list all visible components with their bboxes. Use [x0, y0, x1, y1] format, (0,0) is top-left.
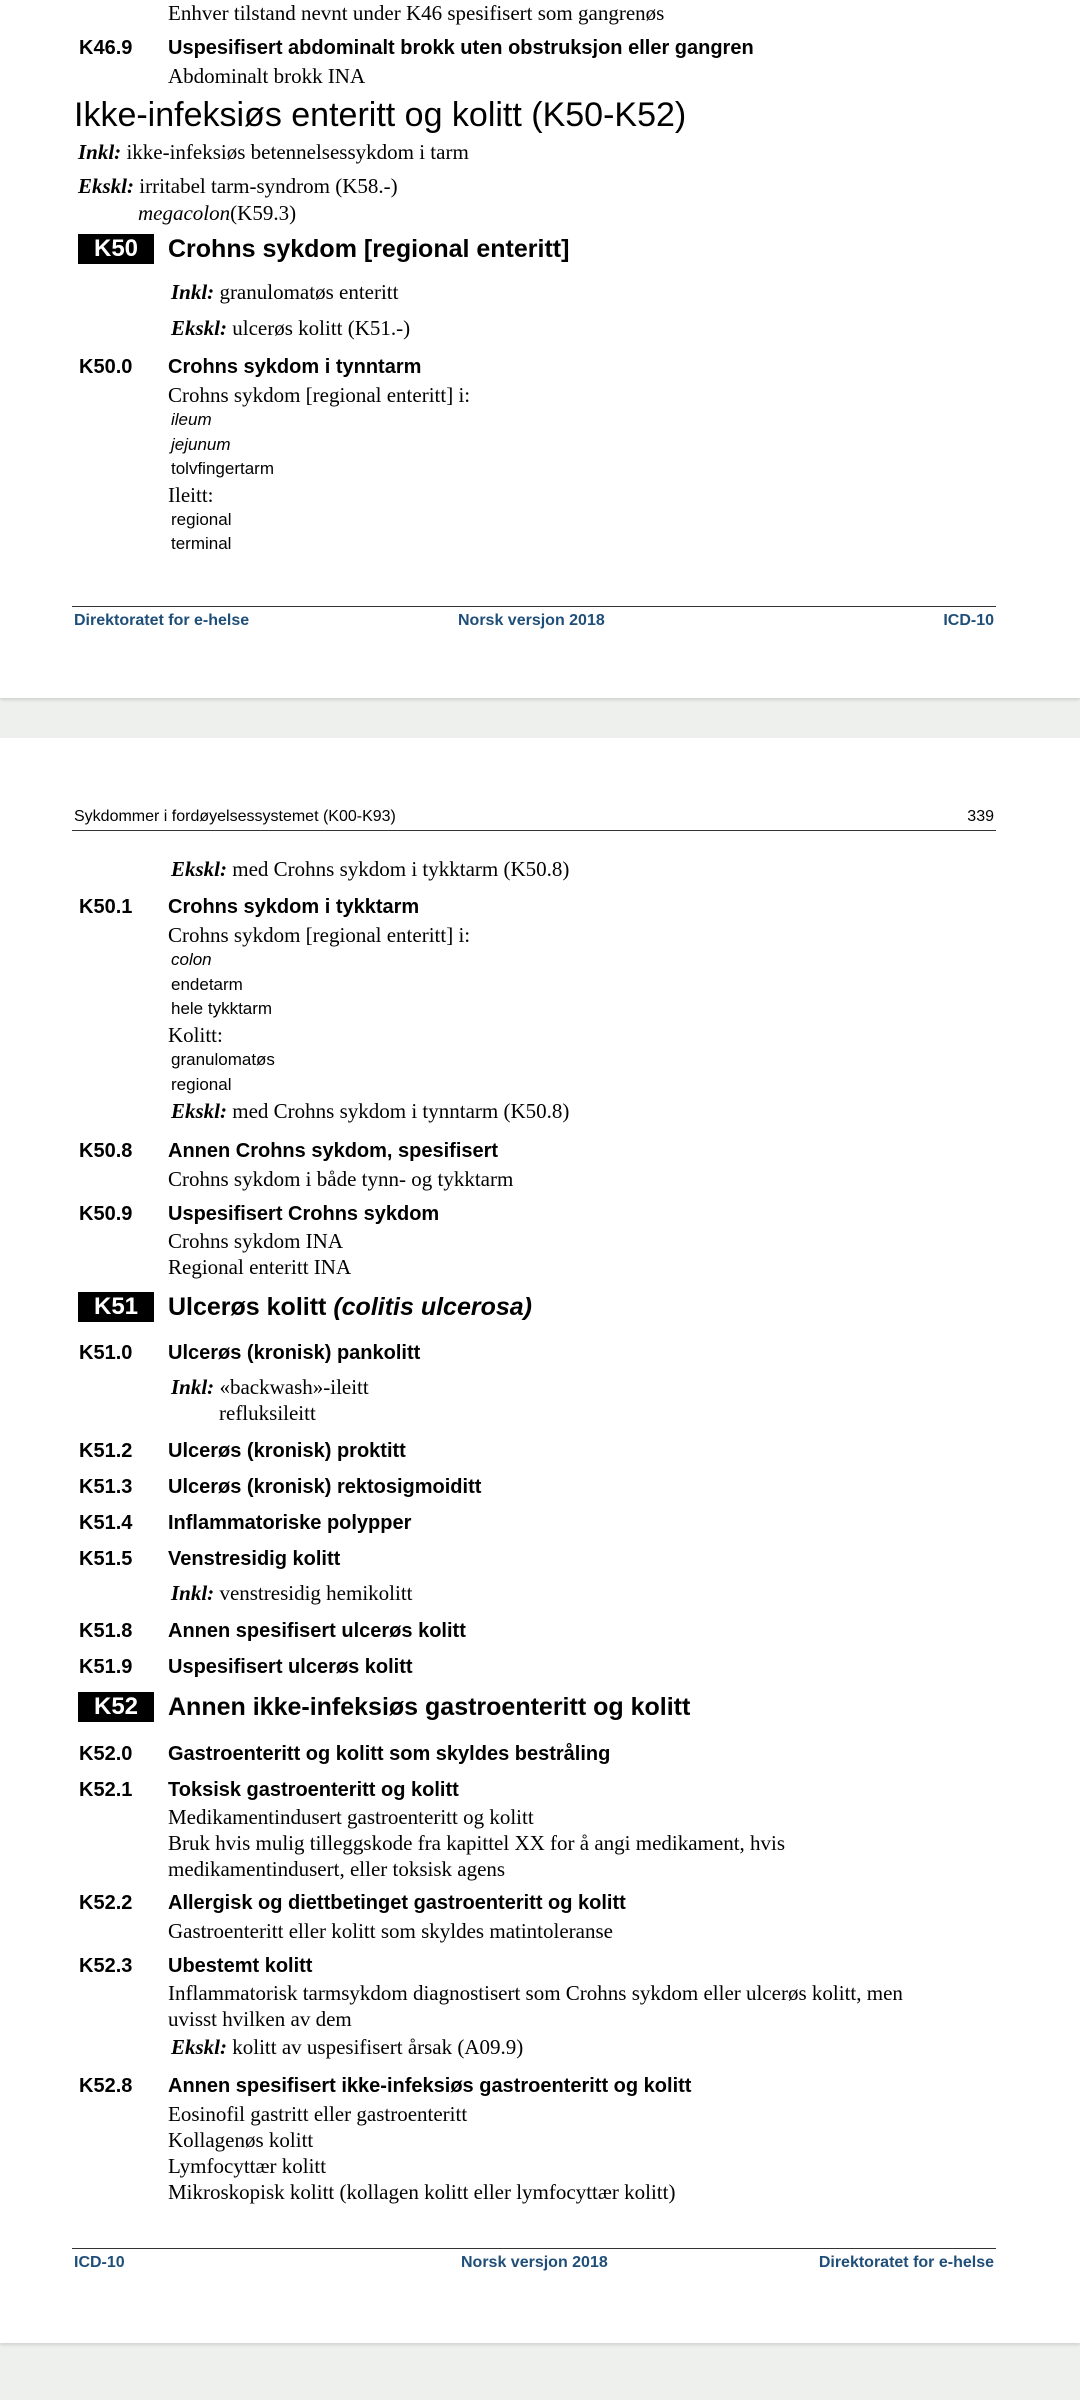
code-title: Ubestemt kolitt	[168, 1955, 313, 1977]
code-label: K52.3	[79, 1955, 133, 1977]
code-title: Ulcerøs (kronisk) rektosigmoiditt	[168, 1476, 482, 1498]
sub-item: tolvfingertarm	[171, 459, 274, 478]
code-label: K51.5	[79, 1548, 133, 1570]
code-title: Annen spesifisert ulcerøs kolitt	[168, 1620, 466, 1642]
ekskl-italic: megacolon	[138, 201, 231, 225]
body-text: Crohns sykdom i både tynn- og tykktarm	[168, 1167, 514, 1191]
body-text: uvisst hvilken av dem	[168, 2007, 352, 2031]
code-label: K50.1	[79, 896, 133, 918]
inclusion-note	[171, 279, 398, 305]
code-label: K51.8	[79, 1620, 133, 1642]
exclusion-note	[171, 1098, 569, 1124]
body-text: Crohns sykdom [regional enteritt] i:	[168, 923, 471, 947]
body-text: Lymfocyttær kolitt	[168, 2154, 327, 2178]
body-text: Crohns sykdom [regional enteritt] i:	[168, 383, 471, 407]
chapter-code-badge: K50	[78, 234, 154, 264]
inclusion-note-cont: refluksileitt	[219, 1401, 316, 1425]
body-text: Eosinofil gastritt eller gastroenteritt	[168, 2102, 468, 2126]
code-title: Crohns sykdom i tykktarm	[168, 896, 420, 918]
code-label: K46.9	[79, 37, 133, 59]
exclusion-note	[171, 2034, 523, 2060]
ekskl-label: Ekskl:	[78, 174, 135, 198]
code-label: K52.1	[79, 1779, 133, 1801]
sub-item: colon	[171, 950, 212, 969]
code-label: K51.2	[79, 1440, 133, 1462]
header-rule	[72, 830, 996, 831]
footer-center: Norsk versjon 2018	[458, 612, 605, 629]
code-label: K50.8	[79, 1140, 133, 1162]
inkl-label: Inkl:	[171, 280, 215, 304]
inkl-text: ikke-infeksiøs betennelsessykdom i tarm	[126, 140, 469, 164]
body-text: Medikamentindusert gastroenteritt og kolitt	[168, 1805, 534, 1829]
code-title: Uspesifisert abdominalt brokk uten obstruksjon eller gangren	[168, 37, 754, 59]
body-text: Enhver tilstand nevnt under K46 spesifisert som gangrenøs	[168, 1, 665, 25]
running-header: Sykdommer i fordøyelsessystemet (K00-K93)	[74, 808, 396, 825]
document-page-2	[0, 738, 1080, 2343]
code-title: Venstresidig kolitt	[168, 1548, 341, 1570]
body-text: Kollagenøs kolitt	[168, 2128, 314, 2152]
sub-item: regional	[171, 510, 232, 529]
inkl-text: «backwash»-ileitt	[219, 1375, 369, 1399]
document-page-1	[0, 0, 1080, 698]
code-title: Ulcerøs (kronisk) pankolitt	[168, 1342, 421, 1364]
sub-item: granulomatøs	[171, 1050, 275, 1069]
chapter-title: Annen ikke-infeksiøs gastroenteritt og kolitt	[168, 1693, 691, 1721]
ekskl-label: Ekskl:	[171, 2035, 228, 2059]
sub-item: ileum	[171, 410, 212, 429]
ekskl-text: irritabel tarm-syndrom (K58.-)	[139, 174, 398, 198]
exclusion-note	[171, 856, 569, 882]
footer-left: ICD-10	[74, 2254, 125, 2271]
exclusion-note	[78, 173, 398, 199]
section-heading: Ikke-infeksiøs enteritt og kolitt (K50-K52)	[74, 96, 687, 134]
body-text: Ileitt:	[168, 483, 214, 507]
code-title: Ulcerøs (kronisk) proktitt	[168, 1440, 406, 1462]
chapter-title	[168, 1292, 532, 1322]
code-label: K51.9	[79, 1656, 133, 1678]
ekskl-text: ulcerøs kolitt (K51.-)	[232, 316, 411, 340]
sub-item: hele tykktarm	[171, 999, 273, 1018]
body-text: Mikroskopisk kolitt (kollagen kolitt eller lymfocyttær kolitt)	[168, 2180, 676, 2204]
code-title: Gastroenteritt og kolitt som skyldes bestråling	[168, 1743, 611, 1765]
exclusion-note	[171, 315, 410, 341]
ekskl-label: Ekskl:	[171, 316, 228, 340]
body-text: Crohns sykdom INA	[168, 1229, 344, 1253]
footer-rule	[72, 606, 996, 607]
code-label: K52.8	[79, 2075, 133, 2097]
code-label: K50.9	[79, 1203, 133, 1225]
inkl-text: venstresidig hemikolitt	[219, 1581, 413, 1605]
code-label: K50.0	[79, 356, 133, 378]
body-text: Regional enteritt INA	[168, 1255, 352, 1279]
code-title: Crohns sykdom i tynntarm	[168, 356, 422, 378]
code-title: Uspesifisert Crohns sykdom	[168, 1203, 440, 1225]
footer-right: ICD-10	[943, 612, 994, 629]
inclusion-note	[171, 1374, 369, 1400]
code-title: Annen spesifisert ikke-infeksiøs gastroenteritt og kolitt	[168, 2075, 692, 2097]
footer-right: Direktoratet for e-helse	[818, 2254, 994, 2271]
inkl-text: granulomatøs enteritt	[219, 280, 399, 304]
ekskl-text: med Crohns sykdom i tynntarm (K50.8)	[232, 1099, 570, 1123]
code-title: Inflammatoriske polypper	[168, 1512, 412, 1534]
inkl-label: Inkl:	[171, 1375, 215, 1399]
footer-left: Direktoratet for e-helse	[74, 612, 250, 629]
sub-item: terminal	[171, 534, 232, 553]
ekskl-label: Ekskl:	[171, 1099, 228, 1123]
page-number: 339	[967, 808, 994, 825]
inkl-label: Inkl:	[78, 140, 122, 164]
chapter-title: Crohns sykdom [regional enteritt]	[168, 235, 570, 263]
body-text: Abdominalt brokk INA	[168, 64, 366, 88]
body-text: Kolitt:	[168, 1023, 223, 1047]
code-label: K52.2	[79, 1892, 133, 1914]
code-label: K52.0	[79, 1743, 133, 1765]
chapter-title-latin: (colitis ulcerosa)	[333, 1293, 532, 1321]
sub-item: endetarm	[171, 975, 243, 994]
chapter-code-badge: K52	[78, 1692, 154, 1722]
ekskl-text: med Crohns sykdom i tykktarm (K50.8)	[232, 857, 570, 881]
code-title: Uspesifisert ulcerøs kolitt	[168, 1656, 413, 1678]
body-text: Gastroenteritt eller kolitt som skyldes matintoleranse	[168, 1919, 613, 1943]
code-title: Allergisk og diettbetinget gastroenteritt og kolitt	[168, 1892, 626, 1914]
inkl-label: Inkl:	[171, 1581, 215, 1605]
footer-rule	[72, 2248, 996, 2249]
sub-item: regional	[171, 1075, 232, 1094]
ekskl-text: kolitt av uspesifisert årsak (A09.9)	[232, 2035, 524, 2059]
sub-item: jejunum	[171, 435, 231, 454]
code-label: K51.0	[79, 1342, 133, 1364]
body-text: Inflammatorisk tarmsykdom diagnostisert som Crohns sykdom eller ulcerøs kolitt, men	[168, 1981, 903, 2005]
chapter-title-text: Ulcerøs kolitt	[168, 1293, 327, 1321]
footer-center: Norsk versjon 2018	[461, 2254, 608, 2271]
inclusion-note	[78, 139, 469, 165]
ekskl-text2: (K59.3)	[230, 201, 297, 225]
body-text: medikamentindusert, eller toksisk agens	[168, 1857, 506, 1881]
ekskl-label: Ekskl:	[171, 857, 228, 881]
exclusion-note-cont	[138, 200, 296, 226]
code-label: K51.3	[79, 1476, 133, 1498]
code-label: K51.4	[79, 1512, 133, 1534]
chapter-code-badge: K51	[78, 1292, 154, 1322]
inclusion-note	[171, 1580, 413, 1606]
body-text: Bruk hvis mulig tilleggskode fra kapittel XX for å angi medikament, hvis	[168, 1831, 786, 1855]
code-title: Annen Crohns sykdom, spesifisert	[168, 1140, 499, 1162]
code-title: Toksisk gastroenteritt og kolitt	[168, 1779, 459, 1801]
